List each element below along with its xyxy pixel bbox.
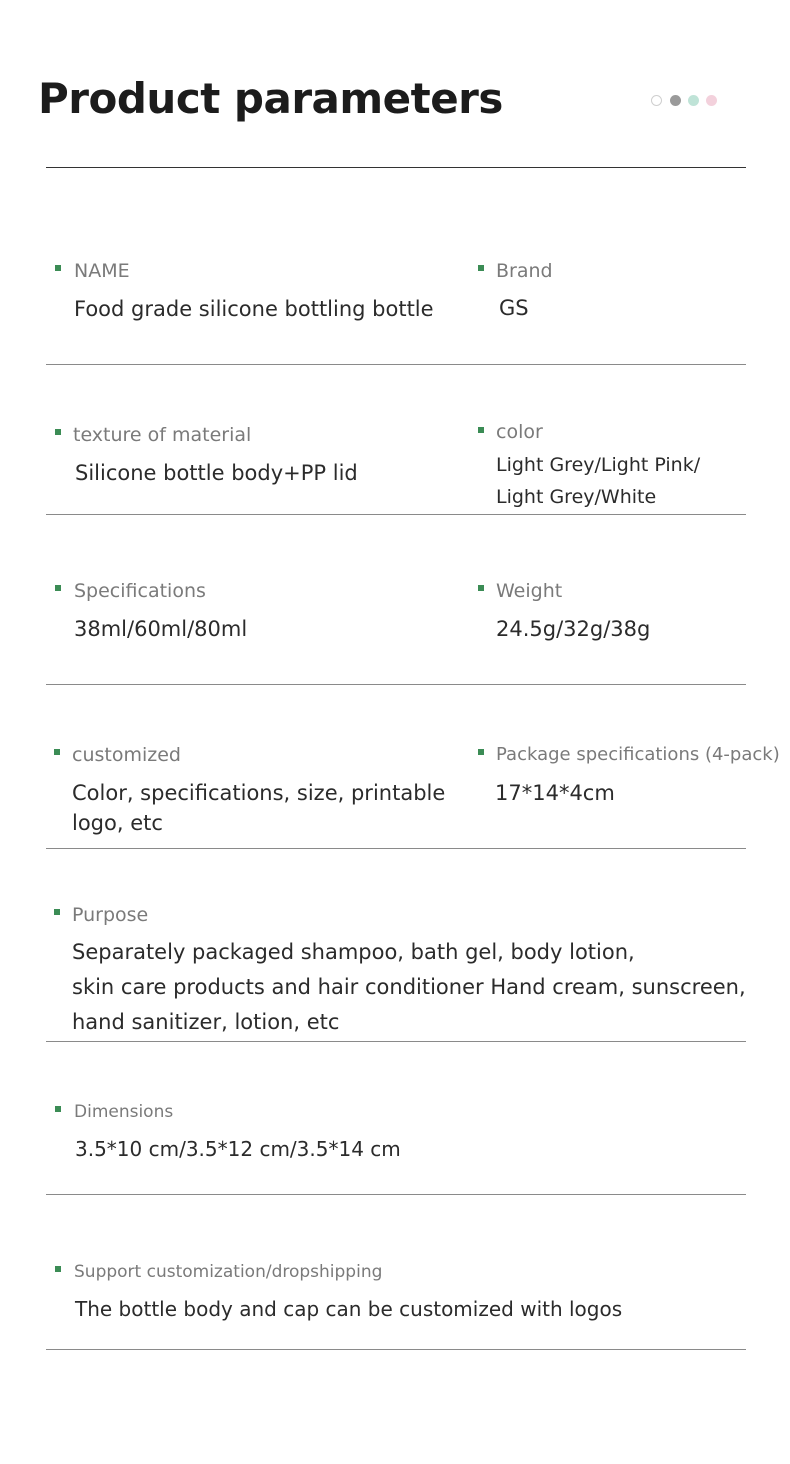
square-bullet-icon	[478, 585, 484, 591]
param-label: Dimensions	[74, 1102, 174, 1122]
square-bullet-icon	[55, 1266, 61, 1272]
row-divider	[46, 1349, 746, 1350]
square-bullet-icon	[54, 749, 60, 755]
param-label: Purpose	[72, 904, 149, 926]
param-value-line: hand sanitizer, lotion, etc	[72, 1010, 340, 1034]
square-bullet-icon	[478, 265, 484, 271]
param-value-line: skin care products and hair conditioner Hand cream, sunscreen,	[72, 975, 746, 999]
square-bullet-icon	[55, 265, 61, 271]
row-divider	[46, 1041, 746, 1042]
dot-mint-icon	[688, 95, 699, 106]
param-value: 3.5*10 cm/3.5*12 cm/3.5*14 cm	[75, 1137, 401, 1161]
square-bullet-icon	[55, 429, 61, 435]
param-value: Silicone bottle body+PP lid	[75, 461, 358, 485]
param-label: Brand	[496, 260, 553, 282]
param-value: 24.5g/32g/38g	[496, 617, 651, 641]
dot-pink-icon	[706, 95, 717, 106]
page-title: Product parameters	[38, 74, 503, 123]
dot-white-icon	[651, 95, 662, 106]
param-value: 17*14*4cm	[495, 781, 615, 805]
row-divider	[46, 848, 746, 849]
param-label: Specifications	[74, 580, 206, 602]
param-label: NAME	[74, 260, 130, 282]
param-label: Weight	[496, 580, 563, 602]
decorative-dots	[651, 95, 721, 106]
square-bullet-icon	[55, 585, 61, 591]
param-value: GS	[499, 296, 529, 320]
row-divider	[46, 364, 746, 365]
row-divider	[46, 1194, 746, 1195]
param-label: color	[496, 421, 543, 443]
param-value-line: Color, specifications, size, printable	[72, 781, 446, 805]
param-value-line: Separately packaged shampoo, bath gel, body lotion,	[72, 940, 635, 964]
param-label: Support customization/dropshipping	[74, 1262, 383, 1282]
square-bullet-icon	[478, 749, 484, 755]
title-divider	[46, 167, 746, 168]
dot-grey-icon	[670, 95, 681, 106]
square-bullet-icon	[55, 1106, 61, 1112]
row-divider	[46, 514, 746, 515]
param-label: Package specifications (4-pack)	[496, 744, 780, 765]
square-bullet-icon	[478, 427, 484, 433]
param-value: 38ml/60ml/80ml	[74, 617, 248, 641]
param-label: customized	[72, 744, 181, 766]
param-value-line: Light Grey/Light Pink/	[496, 454, 701, 476]
param-value-line: logo, etc	[72, 811, 163, 835]
param-value: The bottle body and cap can be customized with logos	[75, 1297, 623, 1321]
param-value: Food grade silicone bottling bottle	[74, 297, 434, 321]
square-bullet-icon	[54, 909, 60, 915]
row-divider	[46, 684, 746, 685]
param-label: texture of material	[73, 424, 252, 446]
param-value-line: Light Grey/White	[496, 486, 657, 508]
